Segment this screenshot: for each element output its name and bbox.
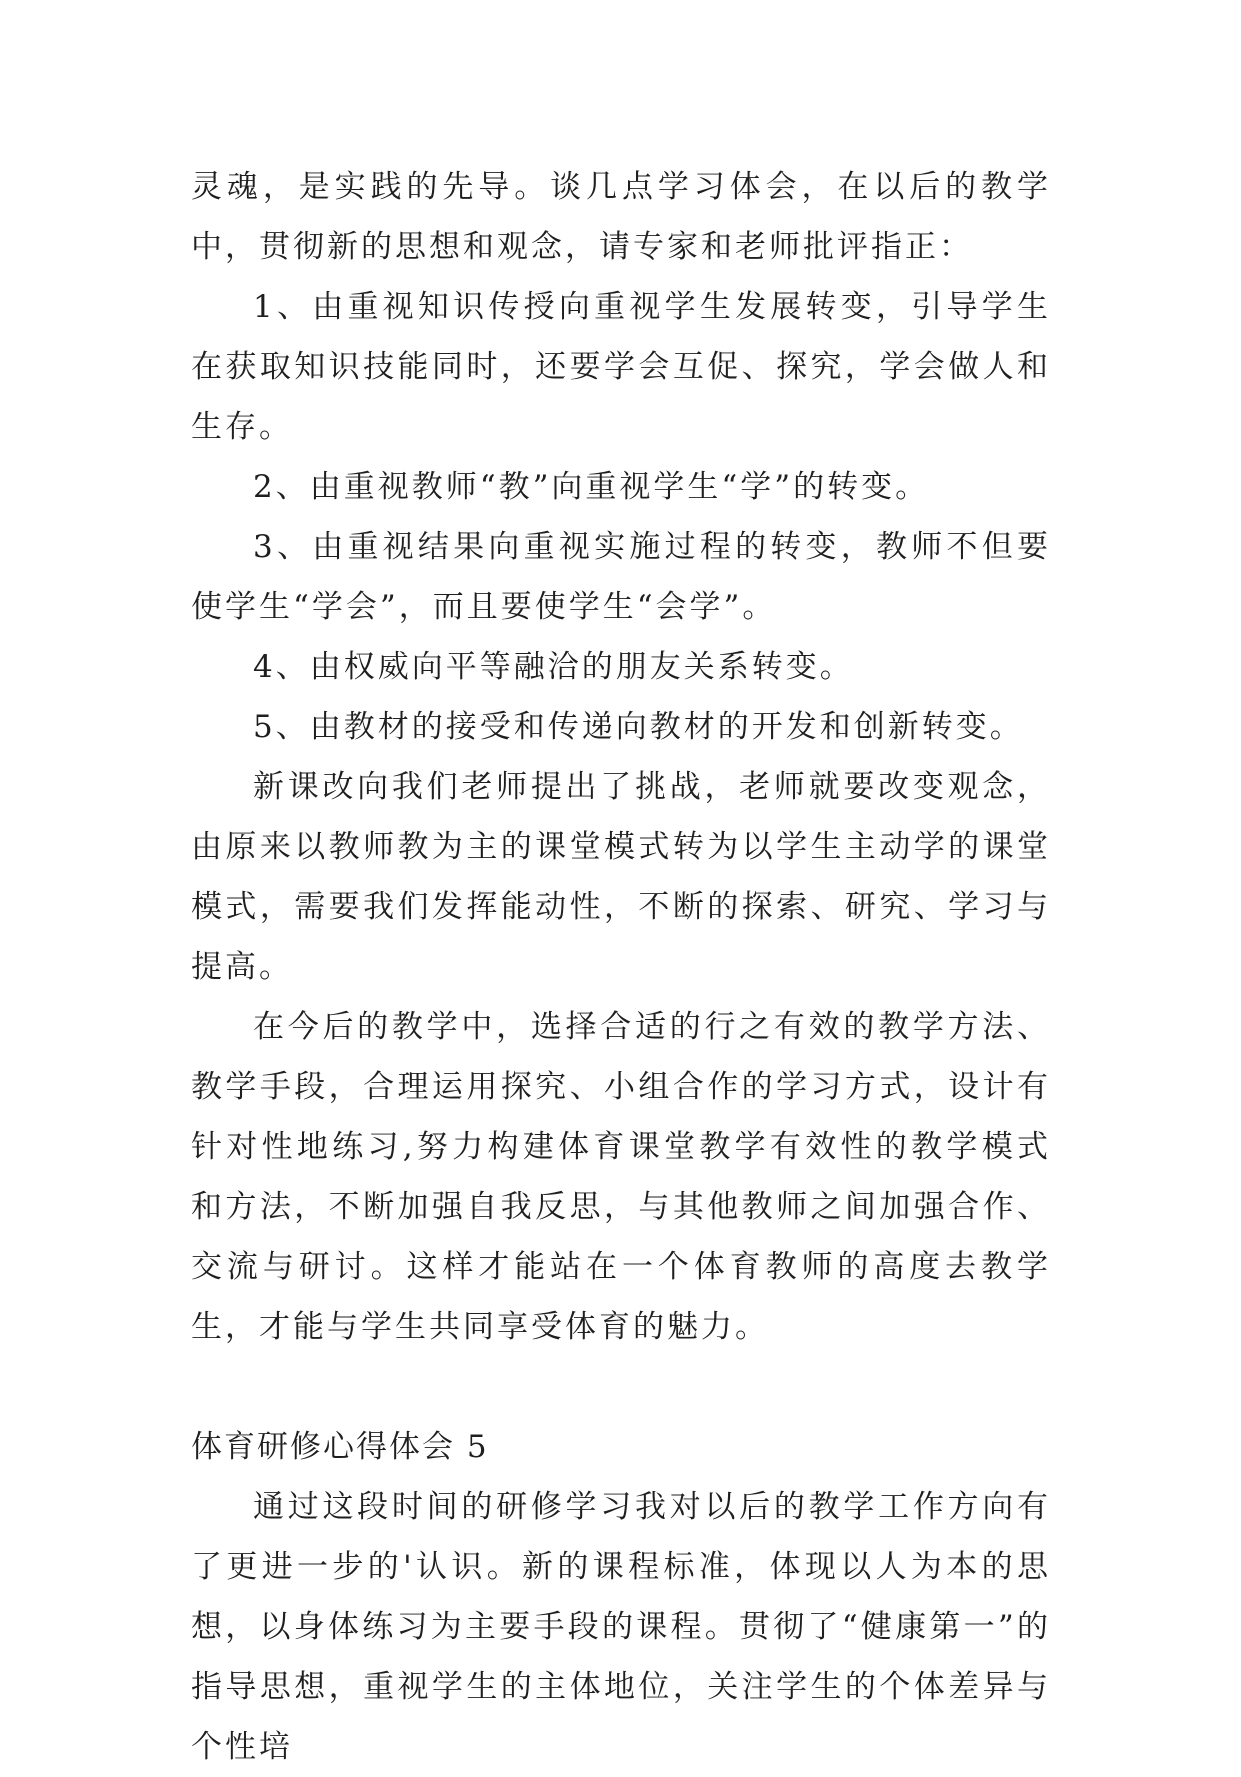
paragraph-future: 在今后的教学中，选择合适的行之有效的教学方法、教学手段，合理运用探究、小组合作的学习方式，设计有针对性地练习,努力构建体育课堂教学有效性的教学模式和方法，不断加强自我反思，与其他教师之间加强合作、交流与研讨。这样才能站在一个体育教师的高度去教学生，才能与学生共同享受体育的魅力。 xyxy=(191,1009,1051,1345)
document-body xyxy=(191,157,1051,1777)
paragraph-item-2: 2、由重视教师“教”向重视学生“学”的转变。 xyxy=(253,469,930,505)
section-heading: 体育研修心得体会 5 xyxy=(191,1429,489,1465)
paragraph-item-5: 5、由教材的接受和传递向教材的开发和创新转变。 xyxy=(253,709,1024,745)
paragraph-intro: 灵魂，是实践的先导。谈几点学习体会，在以后的教学中，贯彻新的思想和观念，请专家和老师批评指正： xyxy=(191,169,1051,265)
paragraph-challenge: 新课改向我们老师提出了挑战，老师就要改变观念，由原来以教师教为主的课堂模式转为以学生主动学的课堂模式，需要我们发挥能动性，不断的探索、研究、学习与提高。 xyxy=(191,769,1051,985)
paragraph-item-1: 1、由重视知识传授向重视学生发展转变，引导学生在获取知识技能同时，还要学会互促、探究，学会做人和生存。 xyxy=(191,289,1051,445)
paragraph-section5: 通过这段时间的研修学习我对以后的教学工作方向有了更进一步的'认识。新的课程标准，体现以人为本的思想，以身体练习为主要手段的课程。贯彻了“健康第一”的指导思想，重视学生的主体地位，关注学生的个体差异与个性培 xyxy=(191,1489,1051,1765)
paragraph-item-3: 3、由重视结果向重视实施过程的转变，教师不但要使学生“学会”，而且要使学生“会学”。 xyxy=(191,529,1051,625)
paragraph-item-4: 4、由权威向平等融洽的朋友关系转变。 xyxy=(253,649,854,685)
